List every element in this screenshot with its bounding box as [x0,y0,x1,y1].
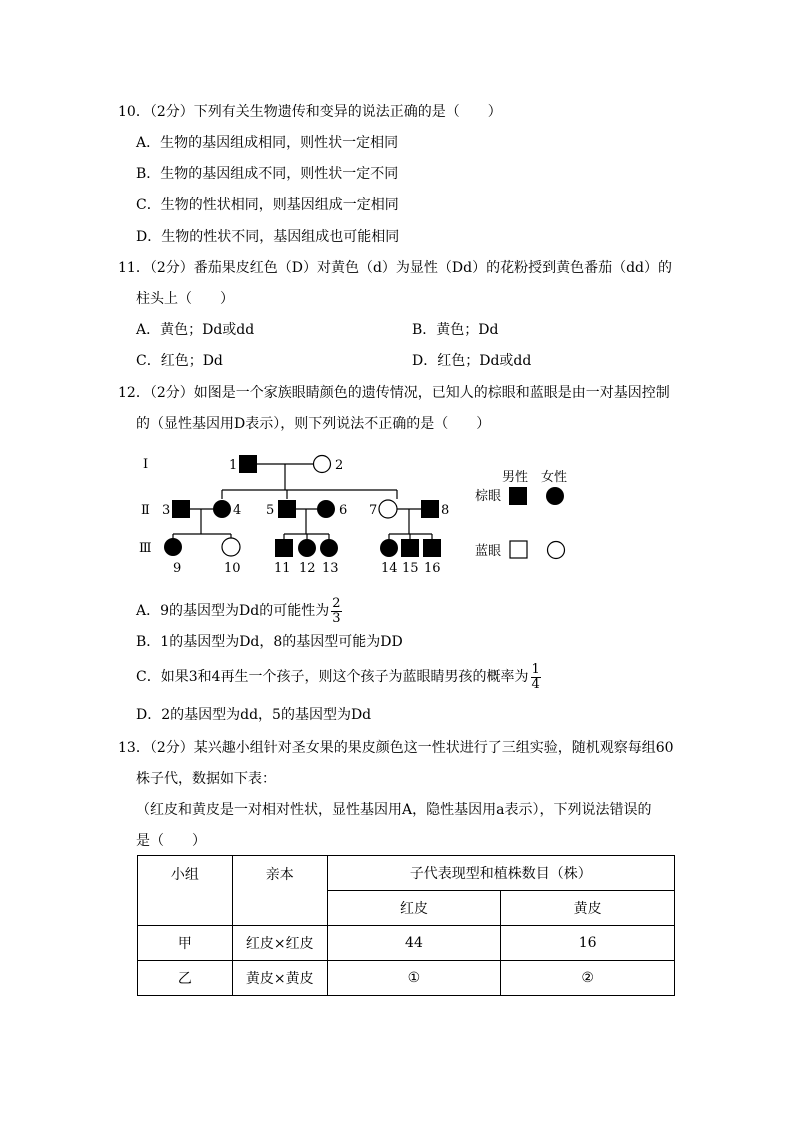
label-16: 16 [424,561,441,576]
individual-12-brown-female [298,539,316,557]
label-14: 14 [381,561,398,576]
table-row [138,926,675,961]
individual-13-brown-female [320,539,338,557]
header-yellow: 黄皮 [501,891,675,926]
individual-3-brown-male [172,500,190,518]
cell-yellow: 16 [501,926,675,961]
label-4: 4 [233,503,242,518]
table-row [138,961,675,996]
individual-16-brown-male [423,539,441,557]
label-12: 12 [299,561,316,576]
q12-option-a-fraction [331,597,341,626]
q10-stem: 10．（2分）下列有关生物遗传和变异的说法正确的是（ ） [118,104,502,120]
q12-stem-line1: 12．（2分）如图是一个家族眼睛颜色的遗传情况，已知人的棕眼和蓝眼是由一对基因控制 [118,385,670,401]
cell-yellow: ② [501,961,675,996]
gen-label-1: Ⅰ [143,457,149,472]
label-15: 15 [402,561,419,576]
fraction-denominator: 3 [332,610,341,626]
label-8: 8 [441,503,450,518]
individual-5-brown-male [278,500,296,518]
individual-9-brown-female [164,538,182,556]
cell-group: 乙 [138,961,233,996]
individual-1-brown-male [239,455,257,473]
q12-option-c-text: C．如果3和4再生一个孩子，则这个孩子为蓝眼睛男孩的概率为 [136,669,529,685]
label-5: 5 [266,503,275,518]
q11-stem-line1: 11．（2分）番茄果皮红色（D）对黄色（d）为显性（Dd）的花粉授到黄色番茄（dd）的 [118,260,673,276]
q12-option-a [136,594,342,628]
q10-option-d: D．生物的性状不同，基因组成也可能相同 [136,229,400,245]
individual-15-brown-male [401,539,419,557]
fraction-numerator: 1 [531,661,540,677]
legend-brown-label: 棕眼 [475,489,502,504]
cell-red: ① [327,961,501,996]
legend-blue-male-symbol [510,541,527,558]
header-red: 红皮 [327,891,501,926]
q11-option-a: A．黄色；Dd或dd [136,322,255,338]
individual-14-brown-female [380,539,398,557]
label-2: 2 [335,458,344,473]
q11-option-b: B．黄色；Dd [412,322,499,338]
cell-parents: 红皮×红皮 [232,926,327,961]
gen-label-2: Ⅱ [141,503,150,518]
header-group: 小组 [138,856,233,926]
q10-option-a: A．生物的基因组成相同，则性状一定相同 [136,135,399,151]
individual-7-blue-female [379,500,397,518]
q12-option-d: D．2的基因型为dd，5的基因型为Dd [136,707,372,723]
q13-stem-line4: 是（ ） [136,833,206,849]
q11-option-c: C．红色；Dd [136,353,223,369]
label-6: 6 [339,503,348,518]
cell-group: 甲 [138,926,233,961]
legend-blue-label: 蓝眼 [475,544,502,559]
q12-option-c-fraction [531,663,541,692]
individual-2-blue-female [314,456,331,473]
header-offspring: 子代表现型和植株数目（株） [327,856,674,891]
label-1: 1 [229,458,238,473]
q13-stem-line3: （红皮和黄皮是一对相对性状，显性基因用A，隐性基因用a表示），下列说法错误的 [136,802,652,818]
individual-8-brown-male [421,500,439,518]
q13-stem-line2: 株子代，数据如下表： [136,771,276,787]
fraction-numerator: 2 [332,595,341,611]
q12-option-a-text: A．9的基因型为Dd的可能性为 [136,603,330,619]
label-13: 13 [322,561,339,576]
q12-option-c [136,660,541,694]
label-9: 9 [173,561,182,576]
individual-6-brown-female [317,500,335,518]
q11-stem-line2: 柱头上（ ） [136,291,234,307]
legend-brown-male-symbol [509,487,527,505]
q11-option-d: D．红色；Dd或dd [412,353,532,369]
label-7: 7 [369,503,378,518]
header-parents: 亲本 [232,856,327,926]
legend-brown-female-symbol [546,487,564,505]
q12-option-b: B．1的基因型为Dd，8的基因型可能为DD [136,634,403,650]
q13-stem-line1: 13．（2分）某兴趣小组针对圣女果的果皮颜色这一性状进行了三组实验，随机观察每组60 [118,740,674,756]
gen-label-3: Ⅲ [139,541,152,556]
legend-male-label: 男性 [502,470,529,485]
q10-option-c: C．生物的性状相同，则基因组成一定相同 [136,197,399,213]
individual-11-brown-male [275,539,293,557]
q12-stem-line2: 的（显性基因用D表示），则下列说法不正确的是（ ） [136,416,491,432]
legend-female-label: 女性 [541,470,568,485]
cell-red: 44 [327,926,501,961]
fraction-denominator: 4 [531,676,540,692]
label-3: 3 [162,503,171,518]
q13-data-table [137,855,675,996]
individual-10-blue-female [222,538,240,556]
individual-4-brown-female [213,500,231,518]
cell-parents: 黄皮×黄皮 [232,961,327,996]
q10-option-b: B．生物的基因组成不同，则性状一定不同 [136,166,399,182]
label-10: 10 [224,561,241,576]
label-11: 11 [274,561,291,576]
legend-blue-female-symbol [548,542,565,559]
